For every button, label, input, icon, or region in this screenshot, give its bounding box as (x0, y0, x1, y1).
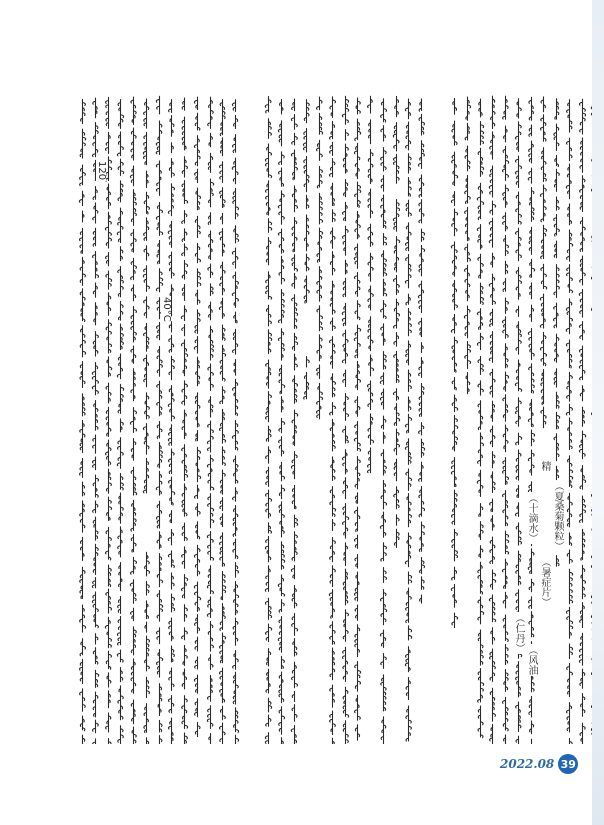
script-line (231, 94, 240, 744)
script-line (488, 94, 497, 744)
script-line (450, 94, 459, 744)
cjk-annotation-6: （仁丹） (513, 613, 524, 653)
script-line (193, 94, 202, 744)
number-40c: 40°C (161, 297, 172, 322)
script-line (501, 94, 510, 744)
script-line (264, 94, 273, 744)
script-line (206, 94, 215, 744)
script-line (277, 94, 286, 744)
script-line (155, 94, 164, 744)
issue-number: 2022.08 (500, 757, 555, 771)
script-line (539, 94, 548, 744)
text-column-left (76, 94, 242, 744)
script-line (218, 94, 227, 744)
script-line (353, 94, 362, 744)
script-line (116, 94, 125, 744)
script-line (392, 94, 401, 744)
script-line (328, 94, 337, 744)
cjk-annotation-1: （夏桑菊颗粒） (552, 481, 563, 551)
text-column-middle (262, 94, 428, 744)
page-footer (500, 754, 578, 774)
script-line (315, 94, 324, 744)
script-line (180, 94, 189, 744)
cjk-annotation-2: 精 (539, 461, 550, 471)
script-line (129, 94, 138, 744)
script-line (167, 94, 176, 744)
script-line (552, 94, 561, 744)
script-line (91, 94, 100, 744)
page-number-badge (558, 754, 578, 774)
script-line (476, 94, 485, 744)
script-line (78, 94, 87, 744)
page-edge-shadow (592, 0, 604, 825)
script-line (417, 94, 426, 744)
script-line (366, 94, 375, 744)
page-number: 39 (560, 757, 576, 771)
script-line (302, 94, 311, 744)
script-line (578, 94, 587, 744)
script-line (404, 94, 413, 744)
script-line (104, 94, 113, 744)
cjk-annotation-5: （风油 (526, 645, 537, 675)
cjk-annotation-3: （暑症片） (539, 557, 550, 607)
script-line (341, 94, 350, 744)
script-line (142, 94, 151, 744)
number-120: 120 (96, 161, 107, 181)
script-line (463, 94, 472, 744)
script-line (290, 94, 299, 744)
script-line (565, 94, 574, 744)
cjk-annotation-4: （十滴水） (526, 493, 537, 543)
script-line (379, 94, 388, 744)
